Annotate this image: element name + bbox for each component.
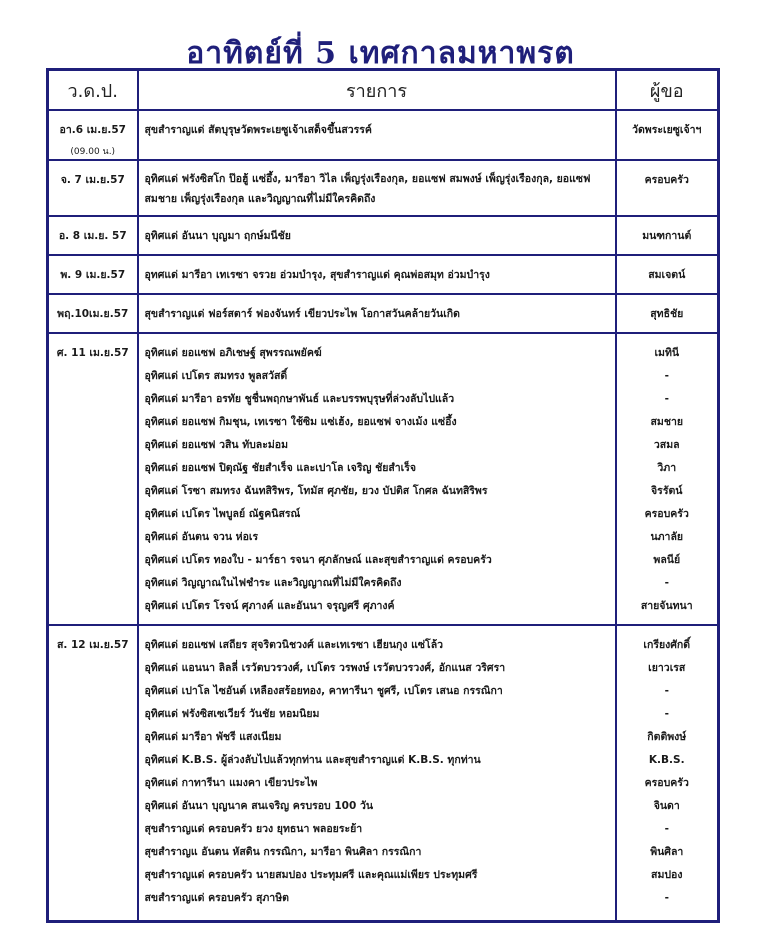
table-row bbox=[48, 625, 719, 921]
requester-name: ครอบครัว bbox=[644, 777, 689, 789]
row-items bbox=[138, 160, 616, 216]
requester-name: สุทธิชัย bbox=[650, 308, 684, 320]
date-text: จ. 7 เม.ย.57 bbox=[60, 174, 125, 186]
requester-name: สมชาย bbox=[650, 416, 683, 428]
mass-intention-table bbox=[46, 68, 720, 923]
row-items bbox=[138, 333, 616, 625]
row-requesters bbox=[616, 110, 719, 160]
header-list: รายการ bbox=[138, 70, 616, 111]
requester-name: พินศิลา bbox=[650, 846, 684, 858]
requester-name: เมทินี bbox=[654, 347, 680, 359]
intention-item: สุขสำราญแด่ สัตบุรุษวัดพระเยซูเจ้าเสด็จขึ้นสวรรค์ bbox=[144, 124, 372, 136]
requester-name: - bbox=[664, 685, 669, 697]
intention-item: อุทิศแด่ วิญญาณในไฟชำระ และวิญญาณที่ไม่มีใครคิดถึง bbox=[144, 577, 402, 589]
intention-item: สขสำราญแด่ ครอบครัว สุภาษิต bbox=[144, 892, 289, 904]
intention-item: อุทิศแด่ ยอแซฟ ปิตุณัฐ ชัยสำเร็จ และเปาโล เจริญ ชัยสำเร็จ bbox=[144, 462, 417, 474]
intention-item: อุทิศแด่ เปโตร โรจน์ ศุภางค์ และอันนา จรุญศรี ศุภางค์ bbox=[144, 600, 395, 612]
row-requesters bbox=[616, 255, 719, 294]
intention-item: อุทิศแด่ แอนนา ลิลลี่ เรวัตบวรวงศ์, เปโตร วรพงษ์ เรวัตบวรวงศ์, อักแนส วริศรา bbox=[144, 662, 506, 674]
time-text: (09.00 น.) bbox=[70, 147, 116, 157]
requester-name: ครอบครัว bbox=[644, 508, 689, 520]
requester-name: สายจันทนา bbox=[640, 600, 693, 612]
intention-item: อุทิศแด่ เปาโล ไซอันต์ เหลืองสร้อยทอง, คาทารีนา ชูศรี, เปโตร เสนอ กรรณิกา bbox=[144, 685, 503, 697]
header-date: ว.ด.ป. bbox=[48, 70, 138, 111]
header-row bbox=[48, 70, 719, 111]
intention-item: สุขสำราญแด่ ครอบครัว นายสมปอง ประทุมศรี และคุณแม่เพียร ประทุมศรี bbox=[144, 869, 478, 881]
requester-name: - bbox=[664, 708, 669, 720]
requester-name: - bbox=[664, 393, 669, 405]
row-requesters bbox=[616, 333, 719, 625]
intention-item: อุทิศแด่ อันตน จวน ห่อเร bbox=[144, 531, 259, 543]
requester-name: กิตติพงษ์ bbox=[647, 731, 687, 743]
intention-item: อุทิศแด่ ฟรังซิสโก ป๊อฮู้ แซ่อึ้ง, มารีอา วิไล เพ็ญรุ่งเรืองกุล, ยอแซฟ สมพงษ์ เพ็ญรุ่งเรืองกุล, ยอแซฟ สมชาย เพ็ญรุ่งเรืองกุล และวิญญาณที่ไม่มีใครคิดถึง bbox=[144, 173, 591, 205]
requester-name: มนฑกานต์ bbox=[642, 230, 692, 242]
intention-item: อุทิศแด่ มารีอา อรทัย ชูชื่นพฤกษาพันธ์ และบรรพบุรุษที่ล่วงลับไปแล้ว bbox=[144, 393, 455, 405]
row-items bbox=[138, 255, 616, 294]
date-text: ศ. 11 เม.ย.57 bbox=[56, 347, 129, 359]
requester-name: วิภา bbox=[657, 462, 677, 474]
intention-item: สุขสำราญแด่ ฟอร์สตาร์ ฟองจันทร์ เขียวประไพ โอกาสวันคล้ายวันเกิด bbox=[144, 308, 460, 320]
date-text: อ. 8 เม.ย. 57 bbox=[58, 230, 127, 242]
requester-name: จิรรัตน์ bbox=[651, 485, 683, 497]
requester-name: เยาวเรส bbox=[648, 662, 686, 674]
row-items bbox=[138, 625, 616, 921]
row-requesters bbox=[616, 160, 719, 216]
requester-name: - bbox=[664, 370, 669, 382]
intention-item: อุทิศแด่ อันนา บุญมา ฤกษ์มนีชัย bbox=[144, 230, 291, 242]
intention-item: อุทิศแด่ เปโตร ทองใบ - มาร์ธา รจนา ศุภลักษณ์ และสุขสำราญแด่ ครอบครัว bbox=[144, 554, 492, 566]
intention-item: อุทิศแด่ เปโตร สมทรง พูลสวัสดิ์ bbox=[144, 370, 288, 382]
intention-item: อุทิศแด่ โรซา สมทรง ฉันทสิริพร, โทมัส ศุภชัย, ยวง บัปติส โกศล ฉันทสิริพร bbox=[144, 485, 488, 497]
table-row bbox=[48, 216, 719, 255]
row-items bbox=[138, 110, 616, 160]
requester-name: - bbox=[664, 892, 669, 904]
requester-name: นภาลัย bbox=[650, 531, 684, 543]
intention-item: อุทิศแด่ เปโตร ไพบูลย์ ณัฐคนิสรณ์ bbox=[144, 508, 301, 520]
row-items bbox=[138, 216, 616, 255]
date-text: ส. 12 เม.ย.57 bbox=[56, 639, 129, 651]
row-date bbox=[48, 255, 138, 294]
table-row bbox=[48, 333, 719, 625]
table-row bbox=[48, 160, 719, 216]
intention-item: สุขสำราญแด่ ครอบครัว ยวง ยุทธนา พลอยระย้า bbox=[144, 823, 363, 835]
date-text: พ. 9 เม.ย.57 bbox=[60, 269, 126, 281]
requester-name: เกรียงศักดิ์ bbox=[643, 639, 691, 651]
table-row bbox=[48, 255, 719, 294]
header-requester: ผู้ขอ bbox=[616, 70, 719, 111]
requester-name: K.B.S. bbox=[648, 754, 685, 766]
row-date bbox=[48, 333, 138, 625]
table-row bbox=[48, 294, 719, 333]
requester-name: สมปอง bbox=[651, 869, 683, 881]
date-text: พฤ.10เม.ย.57 bbox=[57, 308, 129, 320]
row-date bbox=[48, 110, 138, 160]
intention-item: สุขสำราญแ อันตน หัสดิน กรรณิกา, มารีอา พินศิลา กรรณิกา bbox=[144, 846, 422, 858]
intention-item: อุทิศแด่ K.B.S. ผู้ล่วงลับไปแล้วทุกท่าน และสุขสำราญแด่ K.B.S. ทุกท่าน bbox=[144, 754, 481, 766]
intention-item: อุทิศแด่ ยอแซฟ อภิเชษฐ์ สุพรรณพยัคฆ์ bbox=[144, 347, 322, 359]
date-text: อา.6 เม.ย.57 bbox=[59, 124, 126, 136]
requester-name: สมเจตน์ bbox=[648, 269, 686, 281]
intention-item: อุทิศแด่ ยอแซฟ กิมชุน, เทเรซา ใช้ซิม แซ่เฮ้ง, ยอแซฟ จางเม้ง แซ่อึ้ง bbox=[144, 416, 457, 428]
requester-name: วสมล bbox=[653, 439, 680, 451]
requester-name: พลนีย์ bbox=[653, 554, 681, 566]
row-date bbox=[48, 294, 138, 333]
intention-item: อุทศแด่ มารีอา เทเรซา จรวย อ่วมบำรุง, สุขสำราญแด่ คุณพ่อสมุท อ่วมบำรุง bbox=[144, 269, 490, 281]
intention-item: อุทิศแด่ มารีอา พัชรี แสงเนียม bbox=[144, 731, 282, 743]
intention-item: อุทิศแด่ ฟรังซิสเซเวียร์ วันชัย หอมนิยม bbox=[144, 708, 320, 720]
intention-item: อุทิศแด่ กาทารีนา แมงคา เขียวประไพ bbox=[144, 777, 318, 789]
intention-item: อุทิศแด่ ยอแซฟ เสถียร สุจริตวนิชวงศ์ และเทเรซา เฮียนกุง แซ่โล้ว bbox=[144, 639, 444, 651]
requester-name: ครอบครัว bbox=[644, 174, 689, 186]
requester-name: วัดพระเยซูเจ้าฯ bbox=[632, 124, 702, 136]
row-requesters bbox=[616, 216, 719, 255]
intention-item: อุทิศแด่ ยอแซฟ วสิน ทับละม่อม bbox=[144, 439, 289, 451]
requester-name: - bbox=[664, 823, 669, 835]
requester-name: - bbox=[664, 577, 669, 589]
row-date bbox=[48, 625, 138, 921]
row-items bbox=[138, 294, 616, 333]
table-row bbox=[48, 110, 719, 160]
row-requesters bbox=[616, 294, 719, 333]
row-requesters bbox=[616, 625, 719, 921]
row-date bbox=[48, 216, 138, 255]
page-title: อาทิตย์ที่ 5 เทศกาลมหาพรต bbox=[186, 36, 575, 71]
requester-name: จินดา bbox=[653, 800, 680, 812]
row-date bbox=[48, 160, 138, 216]
intention-item: อุทิศแด่ อันนา บุญนาค สนเจริญ ครบรอบ 100 วัน bbox=[144, 800, 374, 812]
